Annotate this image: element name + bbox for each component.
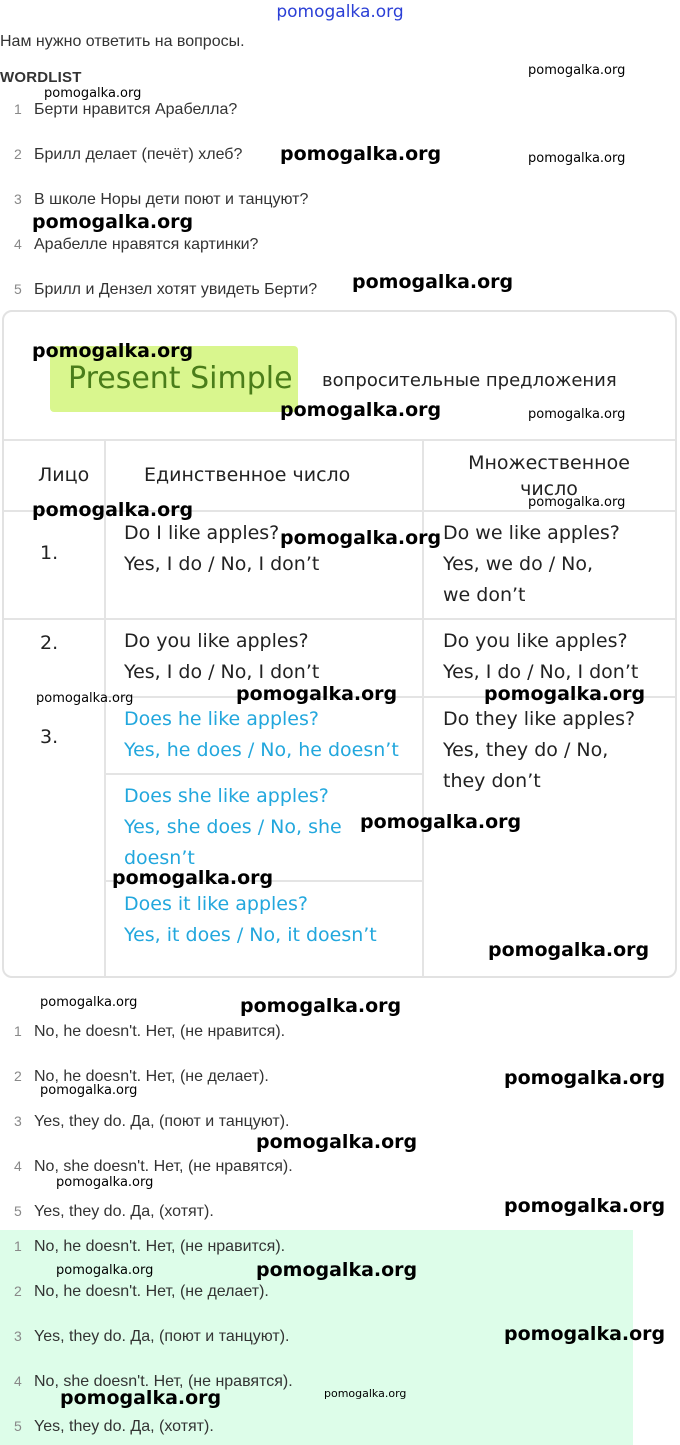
answer-item: 1 No, he doesn't. Нет, (не нравится). [14,1023,286,1040]
watermark: pomogalka.org [528,495,626,510]
watermark: pomogalka.org [280,527,442,549]
plural-cell: Do you like apples? Yes, I do / No, I don’t [443,630,639,683]
question-item: 1 Берти нравится Арабелла? [14,101,238,118]
watermark: pomogalka.org [360,811,522,833]
watermark: pomogalka.org [40,1083,138,1098]
watermark: pomogalka.org [528,151,626,166]
watermark: pomogalka.org [528,63,626,78]
answer-item: 4 No, she doesn't. Нет, (не нравятся). [14,1158,293,1175]
wordlist-title: WORDLIST [0,69,82,86]
watermark: pomogalka.org [240,995,402,1017]
watermark: pomogalka.org [40,995,138,1010]
plural-cell: Do they like apples? Yes, they do / No, they don’t [443,708,636,792]
singular-cell: Do I like apples? Yes, I do / No, I don’t [124,522,320,575]
answer-item-highlighted: 4 No, she doesn't. Нет, (не нравятся). [14,1373,293,1390]
watermark: pomogalka.org [504,1195,666,1217]
singular-cell-he: Does he like apples? Yes, he does / No, he doesn’t [124,708,399,761]
header-plural: Множественное число [468,452,630,500]
watermark: pomogalka.org [56,1263,154,1278]
question-item: 2 Брилл делает (печёт) хлеб? [14,146,243,163]
divider [104,696,675,698]
watermark: pomogalka.org [488,939,650,961]
watermark: pomogalka.org [60,1387,222,1409]
watermark: pomogalka.org [280,399,442,421]
watermark: pomogalka.org [112,867,274,889]
plural-cell: Do we like apples? Yes, we do / No, we don’t [443,522,620,606]
divider [104,773,424,775]
divider [422,439,424,976]
singular-cell-she: Does she like apples? Yes, she does / No, she doesn’t [124,785,342,869]
answer-item: 2 No, he doesn't. Нет, (не делает). [14,1068,269,1085]
watermark: pomogalka.org [484,683,646,705]
person-number: 3. [40,726,59,748]
singular-cell: Do you like apples? Yes, I do / No, I don’t [124,630,320,683]
person-number: 2. [40,632,59,654]
answer-item-highlighted: 3 Yes, they do. Да, (поют и танцуют). [14,1328,290,1345]
watermark: pomogalka.org [504,1323,666,1345]
question-item: 4 Арабелле нравятся картинки? [14,236,259,253]
divider [104,880,424,882]
question-item: 5 Брилл и Дензел хотят увидеть Берти? [14,281,318,298]
site-header-link[interactable]: pomogalka.org [276,2,404,22]
singular-cell-it: Does it like apples? Yes, it does / No, it doesn’t [124,893,377,946]
watermark: pomogalka.org [504,1067,666,1089]
answer-item: 5 Yes, they do. Да, (хотят). [14,1203,214,1220]
watermark: pomogalka.org [32,499,194,521]
answer-item: 3 Yes, they do. Да, (поют и танцуют). [14,1113,290,1130]
watermark: pomogalka.org [256,1131,418,1153]
watermark: pomogalka.org [36,691,134,706]
divider [104,439,106,976]
watermark: pomogalka.org [352,271,514,293]
watermark: pomogalka.org [32,211,194,233]
table-subtitle: вопросительные предложения [322,370,617,391]
watermark: pomogalka.org [280,143,442,165]
watermark: pomogalka.org [44,86,142,101]
answer-item-highlighted: 2 No, he doesn't. Нет, (не делает). [14,1283,269,1300]
intro-text: Нам нужно ответить на вопросы. [0,33,245,50]
watermark: pomogalka.org [32,340,194,362]
watermark: pomogalka.org [528,407,626,422]
answer-item-highlighted: 1 No, he doesn't. Нет, (не нравится). [14,1238,286,1255]
question-item: 3 В школе Норы дети поют и танцуют? [14,191,309,208]
answer-item-highlighted: 5 Yes, they do. Да, (хотят). [14,1418,214,1435]
header-person: Лицо [38,464,90,486]
watermark: pomogalka.org [324,1387,407,1400]
watermark: pomogalka.org [256,1259,418,1281]
tense-badge: Present Simple [50,346,298,412]
watermark: pomogalka.org [236,683,398,705]
watermark: pomogalka.org [56,1175,154,1190]
person-number: 1. [40,542,59,564]
header-singular: Единственное число [144,464,351,486]
grammar-table-card [2,310,677,978]
